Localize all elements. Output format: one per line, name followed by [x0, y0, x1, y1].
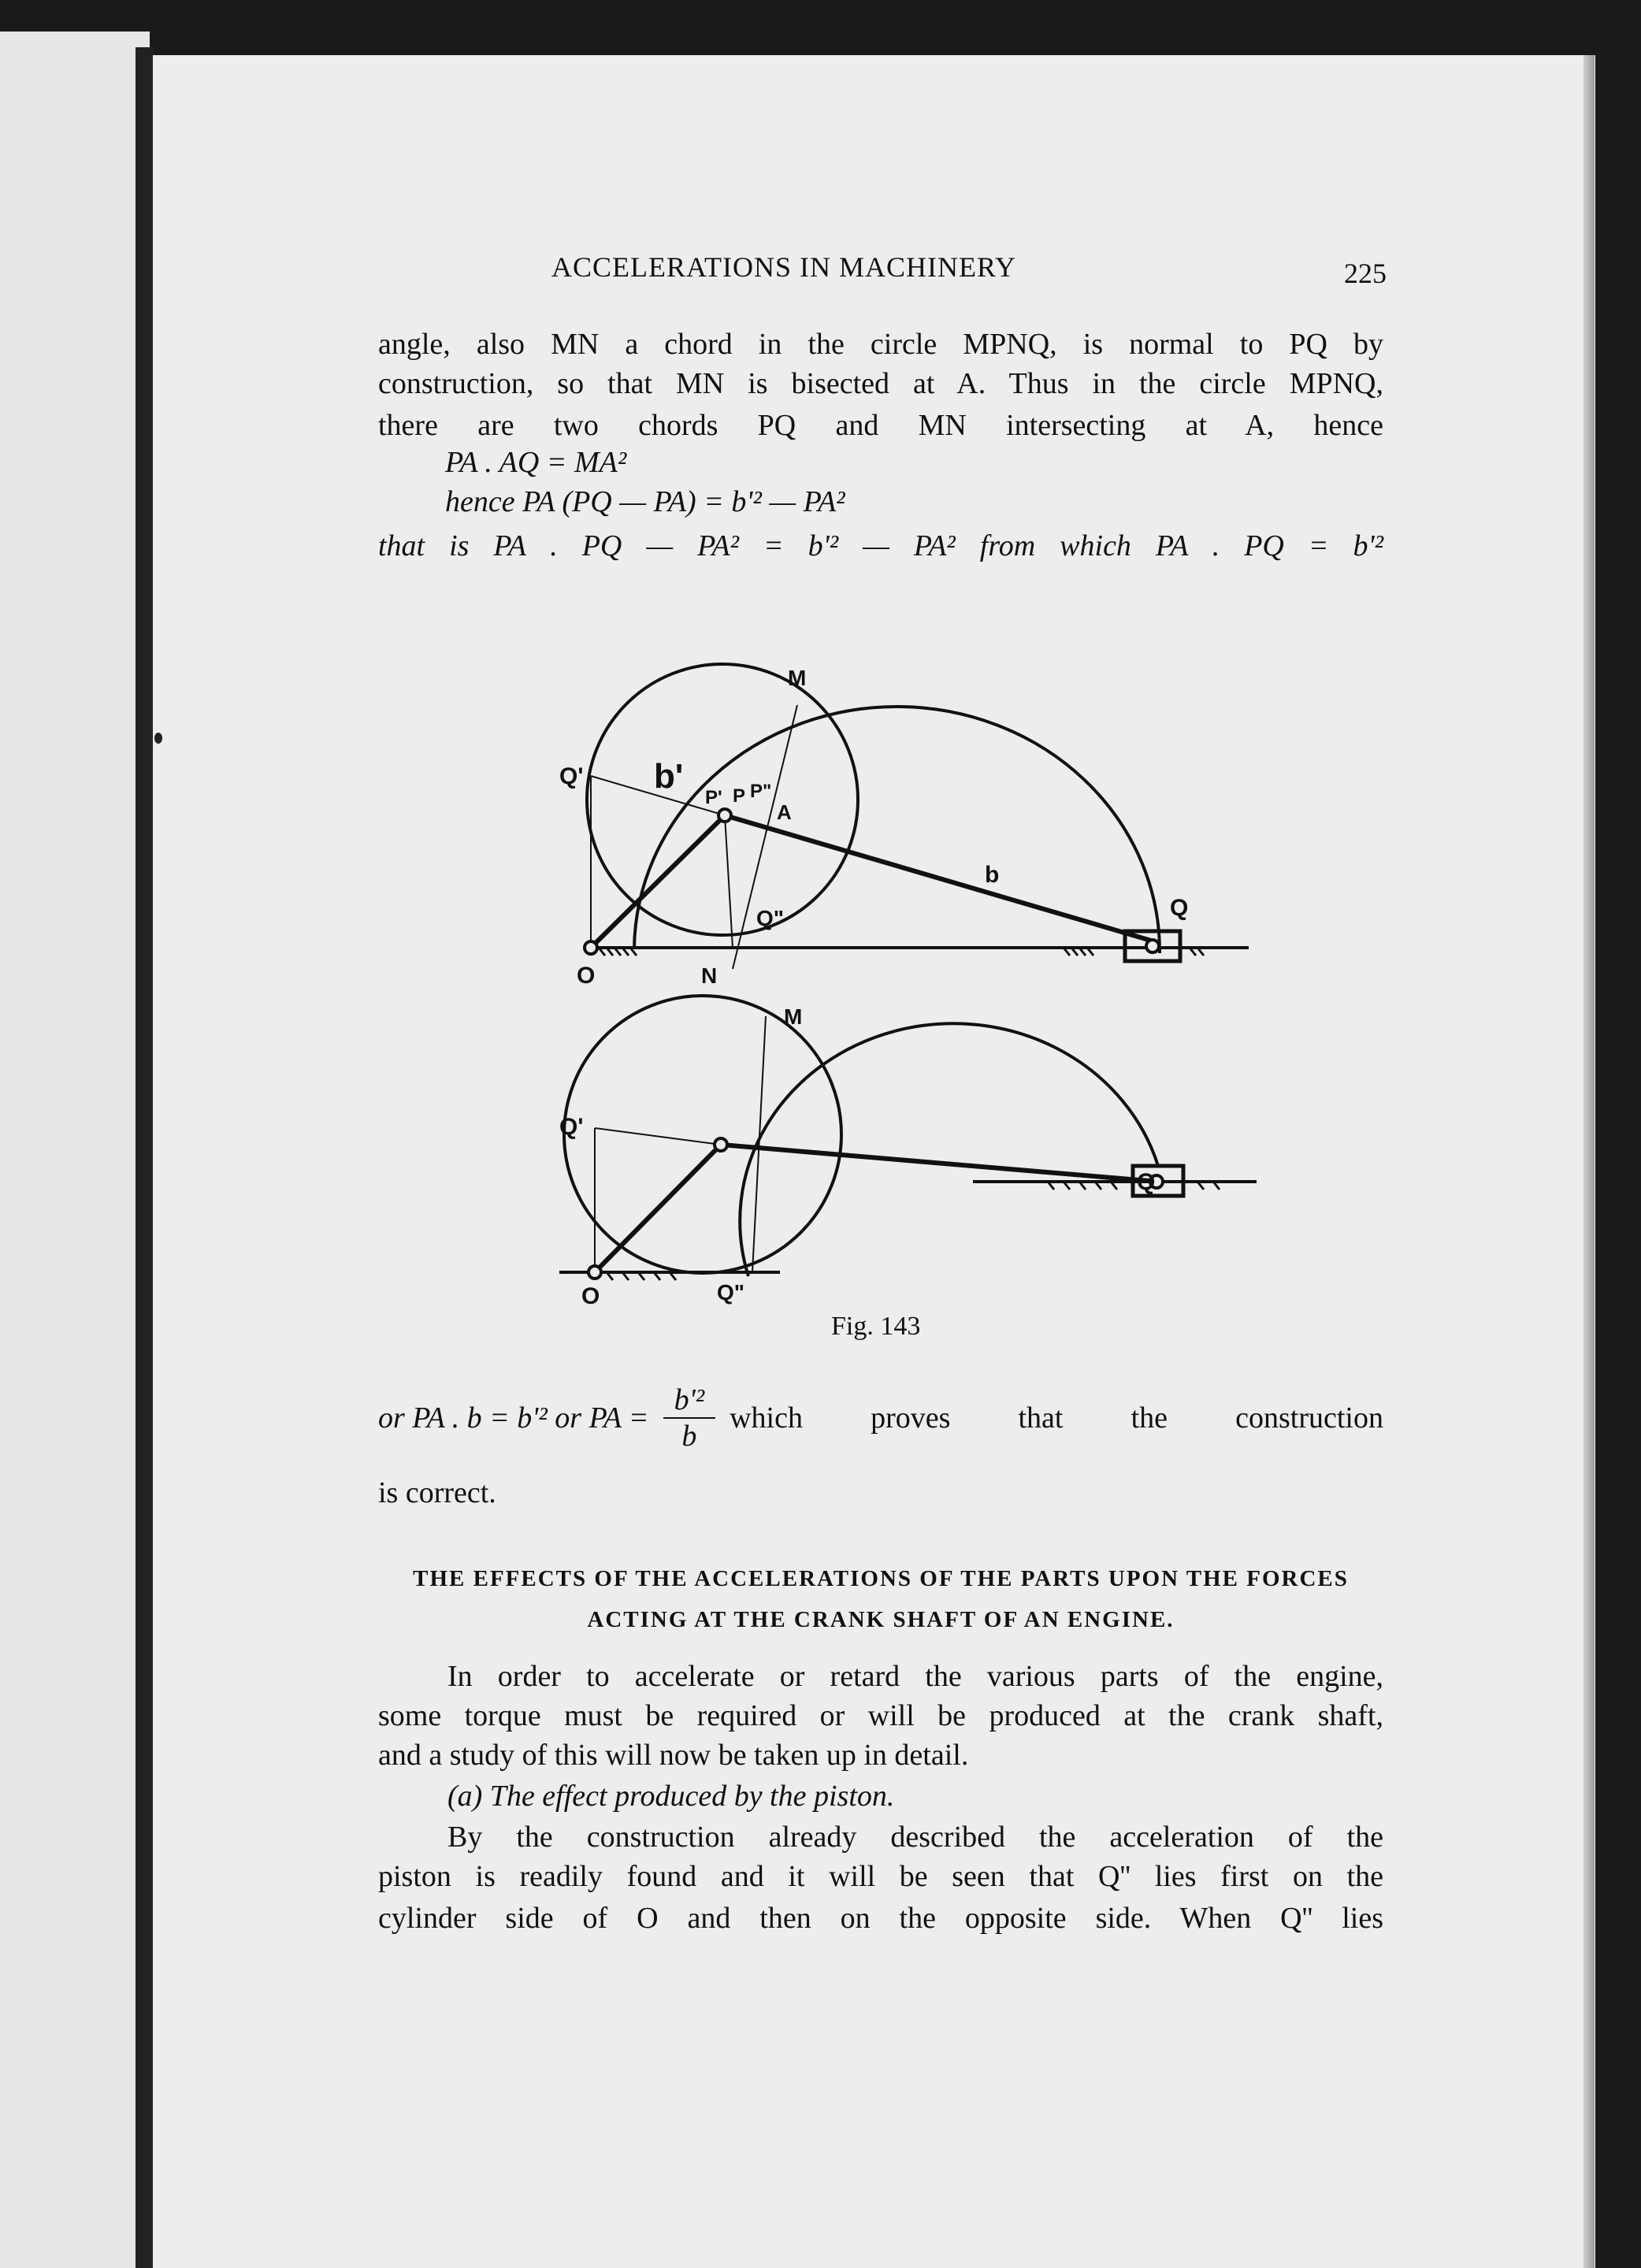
para2-line1: In order to accelerate or retard the various parts of the engine,: [447, 1660, 1383, 1693]
label-Qprime-bottom: Q': [559, 1114, 584, 1140]
label-Qprime-top: Q': [559, 763, 584, 789]
label-b: b: [985, 862, 1000, 888]
fraction-line: [378, 1383, 1383, 1453]
label-O-top: O: [577, 963, 596, 989]
after-fig-line2: is correct.: [378, 1476, 496, 1509]
crank-bottom: [595, 1145, 721, 1272]
label-M-bottom: M: [784, 1004, 803, 1029]
para1-line2: construction, so that MN is bisected at A. Thus in the circle MPNQ,: [378, 367, 1383, 400]
label-Pdouble: P": [750, 781, 772, 802]
section-title-line1: THE EFFECTS OF THE ACCELERATIONS OF THE PARTS UPON THE FORCES: [413, 1566, 1349, 1591]
equation-2: hence PA (PQ — PA) = b'² — PA²: [445, 485, 845, 518]
label-Qdouble-bottom: Q": [717, 1280, 745, 1305]
label-N: N: [701, 963, 718, 988]
book-binding: [136, 47, 153, 2268]
crank-circle-top: [587, 664, 858, 935]
crank-top: [591, 815, 725, 948]
figure-143-diagram: [544, 646, 1276, 1316]
label-A: A: [777, 800, 792, 824]
para1-line3: there are two chords PQ and MN intersecting at A, hence: [378, 409, 1383, 442]
facing-page-edge: [0, 32, 150, 2268]
para3-line1: By the construction already described the acceleration of the: [447, 1821, 1383, 1854]
label-Q-top: Q: [1170, 895, 1189, 921]
para2-line3: and a study of this will now be taken up in detail.: [378, 1739, 969, 1772]
margin-mark: [154, 733, 162, 744]
para3-line2: piston is readily found and it will be seen that Q'' lies first on the: [378, 1860, 1383, 1893]
para1-line1: angle, also MN a chord in the circle MPNQ, is normal to PQ by: [378, 328, 1383, 361]
item-a: (a) The effect produced by the piston.: [447, 1780, 895, 1813]
page-number: 225: [1344, 258, 1387, 289]
equation-3: that is PA . PQ — PA² = b'² — PA² from which PA . PQ = b'²: [378, 529, 1383, 562]
fraction-numerator: b'²: [663, 1383, 716, 1419]
fraction-trail: which proves that the construction: [730, 1401, 1383, 1435]
label-bprime: b': [654, 757, 684, 796]
connecting-rod-bottom: [721, 1145, 1158, 1182]
label-M-top: M: [788, 666, 807, 690]
equation-1: PA . AQ = MA²: [445, 446, 627, 479]
page-right-edge: [1583, 55, 1595, 2268]
connecting-rod-top: [725, 815, 1156, 942]
figure-caption: Fig. 143: [831, 1312, 921, 1341]
para3-line3: cylinder side of O and then on the opposite side. When Q'' lies: [378, 1902, 1383, 1935]
label-P: P: [733, 785, 746, 807]
para2-line2: some torque must be required or will be produced at the crank shaft,: [378, 1699, 1383, 1732]
crank-circle-bottom: [564, 996, 841, 1273]
fraction-lead: or PA . b = b'² or PA =: [378, 1401, 649, 1435]
running-head: ACCELERATIONS IN MACHINERY: [551, 251, 1017, 283]
section-title-line2: ACTING AT THE CRANK SHAFT OF AN ENGINE.: [587, 1607, 1175, 1632]
label-Pprime: P': [705, 787, 722, 808]
label-O-bottom: O: [581, 1283, 600, 1309]
fraction-denominator: b: [681, 1420, 697, 1453]
fraction: [663, 1383, 716, 1453]
label-Qdouble-top: Q": [756, 906, 785, 930]
label-Q-bottom: Q: [1137, 1169, 1156, 1195]
